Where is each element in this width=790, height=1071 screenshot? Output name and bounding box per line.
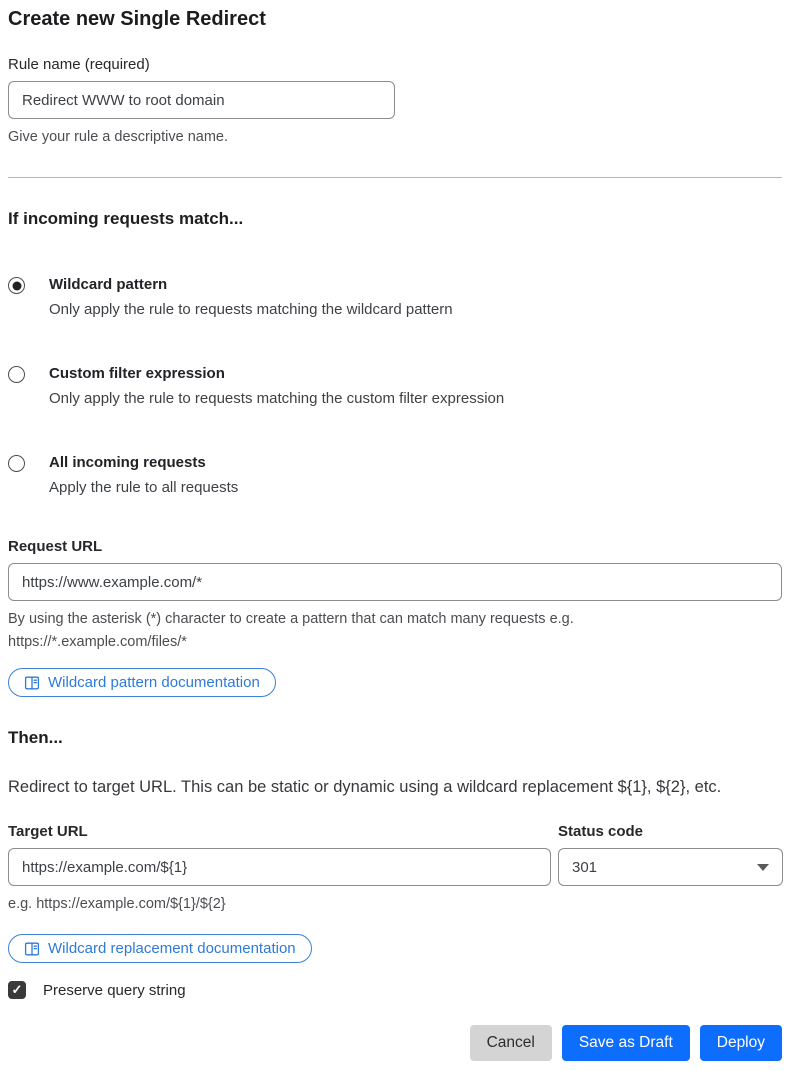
status-code-select[interactable] xyxy=(558,848,783,886)
wildcard-pattern-documentation-button[interactable] xyxy=(8,668,276,697)
radio-option-wildcard-pattern[interactable] xyxy=(8,275,782,320)
status-code-label: Status code xyxy=(558,823,644,840)
target-url-row xyxy=(8,798,782,916)
footer-actions xyxy=(8,1025,782,1061)
radio-label: Custom filter expression xyxy=(49,365,225,382)
status-code-value: 301 xyxy=(572,858,598,876)
radio-description: Apply the rule to all requests xyxy=(49,479,239,496)
radio-button-wildcard-pattern[interactable] xyxy=(8,277,25,294)
rule-name-helper: Give your rule a descriptive name. xyxy=(8,129,229,145)
target-url-label: Target URL xyxy=(8,823,88,840)
rule-name-label: Rule name (required) xyxy=(8,56,150,73)
then-description: Redirect to target URL. This can be static or dynamic using a wildcard replacement ${1}, ${2}, etc. xyxy=(8,778,722,796)
doc-pill-label: Wildcard pattern documentation xyxy=(48,674,260,691)
request-url-helper-line2: https://*.example.com/files/* xyxy=(8,634,187,650)
radio-label: All incoming requests xyxy=(49,454,206,471)
radio-button-all-incoming-requests[interactable] xyxy=(8,455,25,472)
radio-label: Wildcard pattern xyxy=(49,276,168,293)
matcher-radio-group xyxy=(8,275,782,498)
target-url-input[interactable] xyxy=(8,848,551,886)
request-url-block xyxy=(8,538,782,697)
page-title: Create new Single Redirect xyxy=(8,8,266,30)
book-icon xyxy=(24,941,40,957)
request-url-label: Request URL xyxy=(8,538,103,555)
matcher-heading: If incoming requests match... xyxy=(8,209,244,228)
radio-button-custom-filter-expression[interactable] xyxy=(8,366,25,383)
book-icon xyxy=(24,675,40,691)
radio-option-custom-filter-expression[interactable] xyxy=(8,364,782,409)
doc-pill-label: Wildcard replacement documentation xyxy=(48,940,296,957)
then-heading: Then... xyxy=(8,728,63,747)
chevron-down-icon xyxy=(757,864,769,871)
request-url-helper-line1: By using the asterisk (*) character to create a pattern that can match many requests e.g. xyxy=(8,611,574,627)
deploy-button[interactable]: Deploy xyxy=(700,1025,782,1061)
preserve-query-string-checkbox[interactable] xyxy=(8,981,26,999)
radio-option-all-incoming-requests[interactable] xyxy=(8,453,782,498)
section-divider xyxy=(8,177,782,178)
rule-name-input[interactable] xyxy=(8,81,395,119)
request-url-input[interactable] xyxy=(8,563,782,601)
wildcard-replacement-documentation-button[interactable] xyxy=(8,934,312,963)
preserve-query-string-label: Preserve query string xyxy=(43,981,186,999)
radio-description: Only apply the rule to requests matching the wildcard pattern xyxy=(49,301,453,318)
check-icon: ✓ xyxy=(11,982,23,997)
preserve-query-string-row[interactable] xyxy=(8,981,782,999)
save-as-draft-button[interactable]: Save as Draft xyxy=(562,1025,690,1061)
cancel-button[interactable]: Cancel xyxy=(470,1025,552,1061)
request-url-helper xyxy=(8,608,782,654)
target-url-helper: e.g. https://example.com/${1}/${2} xyxy=(8,896,226,912)
radio-description: Only apply the rule to requests matching the custom filter expression xyxy=(49,390,505,407)
